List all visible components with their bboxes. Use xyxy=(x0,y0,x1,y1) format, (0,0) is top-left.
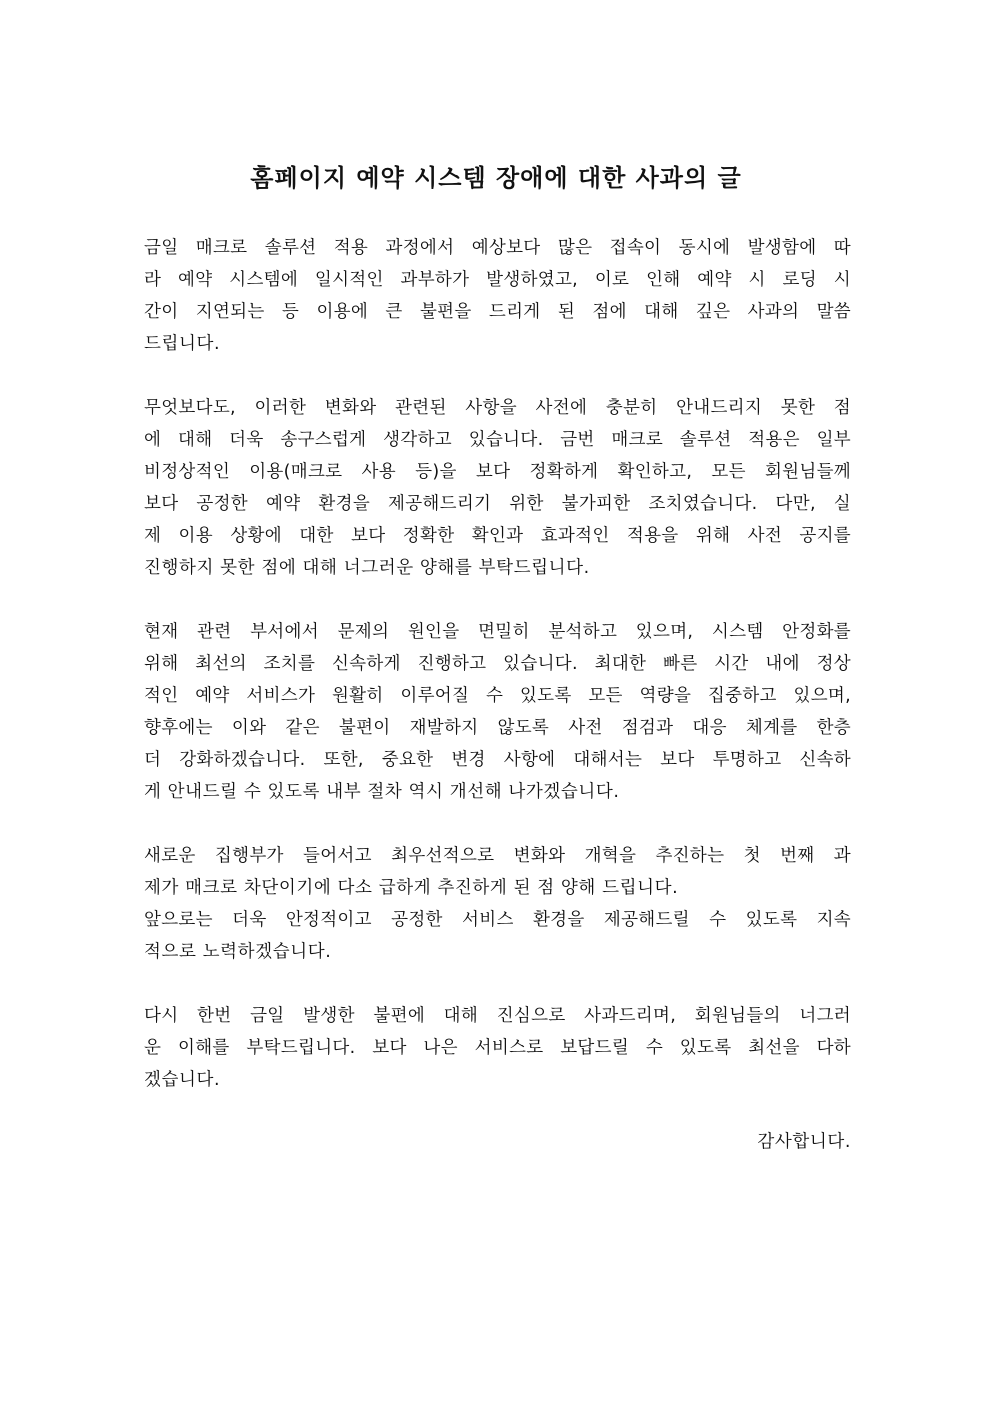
paragraph-line: 진행하지 못한 점에 대해 너그러운 양해를 부탁드립니다. xyxy=(144,558,590,578)
paragraph-analysis xyxy=(144,616,851,808)
paragraph-line: 현재 관련 부서에서 문제의 원인을 면밀히 분석하고 있으며, 시스템 안정화를 xyxy=(144,622,851,642)
paragraph-line: 보다 공정한 예약 환경을 제공해드리기 위한 불가피한 조치였습니다. 다만, 실 xyxy=(144,494,851,514)
paragraph-line: 드립니다. xyxy=(144,334,221,354)
paragraph-line: 위해 최선의 조치를 신속하게 진행하고 있습니다. 최대한 빠른 시간 내에 정상 xyxy=(144,654,851,674)
paragraph-line: 적으로 노력하겠습니다. xyxy=(144,942,332,962)
document-body xyxy=(144,232,851,1128)
paragraph-line: 무엇보다도, 이러한 변화와 관련된 사항을 사전에 충분히 안내드리지 못한 점 xyxy=(144,398,851,418)
paragraph-line: 라 예약 시스템에 일시적인 과부하가 발생하였고, 이로 인해 예약 시 로딩 시 xyxy=(144,270,851,290)
paragraph-line: 제가 매크로 차단이기에 다소 급하게 추진하게 된 점 양해 드립니다. xyxy=(144,878,679,898)
paragraph-line: 게 안내드릴 수 있도록 내부 절차 역시 개선해 나가겠습니다. xyxy=(144,782,620,802)
paragraph-line: 운 이해를 부탁드립니다. 보다 나은 서비스로 보답드릴 수 있도록 최선을 다하 xyxy=(144,1038,851,1058)
document-title: 홈페이지 예약 시스템 장애에 대한 사과의 글 xyxy=(250,163,742,192)
paragraph-line: 더 강화하겠습니다. 또한, 중요한 변경 사항에 대해서는 보다 투명하고 신속하 xyxy=(144,750,851,770)
closing-line: 감사합니다. xyxy=(757,1132,851,1152)
paragraph-line: 다시 한번 금일 발생한 불편에 대해 진심으로 사과드리며, 회원님들의 너그러 xyxy=(144,1006,851,1026)
paragraph-line: 새로운 집행부가 들어서고 최우선적으로 변화와 개혁을 추진하는 첫 번째 과 xyxy=(144,846,851,866)
paragraph-line: 앞으로는 더욱 안정적이고 공정한 서비스 환경을 제공해드릴 수 있도록 지속 xyxy=(144,910,851,930)
paragraph-notice xyxy=(144,392,851,584)
paragraph-line: 간이 지연되는 등 이용에 큰 불편을 드리게 된 점에 대해 깊은 사과의 말씀 xyxy=(144,302,851,322)
paragraph-line: 적인 예약 서비스가 원활히 이루어질 수 있도록 모든 역량을 집중하고 있으며, xyxy=(144,686,851,706)
paragraph-final-apology xyxy=(144,1000,851,1096)
paragraph-new-leadership xyxy=(144,840,851,968)
paragraph-line: 겠습니다. xyxy=(144,1070,221,1090)
paragraph-apology xyxy=(144,232,851,360)
paragraph-line: 향후에는 이와 같은 불편이 재발하지 않도록 사전 점검과 대응 체계를 한층 xyxy=(144,718,851,738)
paragraph-line: 금일 매크로 솔루션 적용 과정에서 예상보다 많은 접속이 동시에 발생함에 따 xyxy=(144,238,851,258)
paragraph-line: 제 이용 상황에 대한 보다 정확한 확인과 효과적인 적용을 위해 사전 공지를 xyxy=(144,526,851,546)
paragraph-line: 비정상적인 이용(매크로 사용 등)을 보다 정확하게 확인하고, 모든 회원님들께 xyxy=(144,462,851,482)
paragraph-line: 에 대해 더욱 송구스럽게 생각하고 있습니다. 금번 매크로 솔루션 적용은 일부 xyxy=(144,430,851,450)
